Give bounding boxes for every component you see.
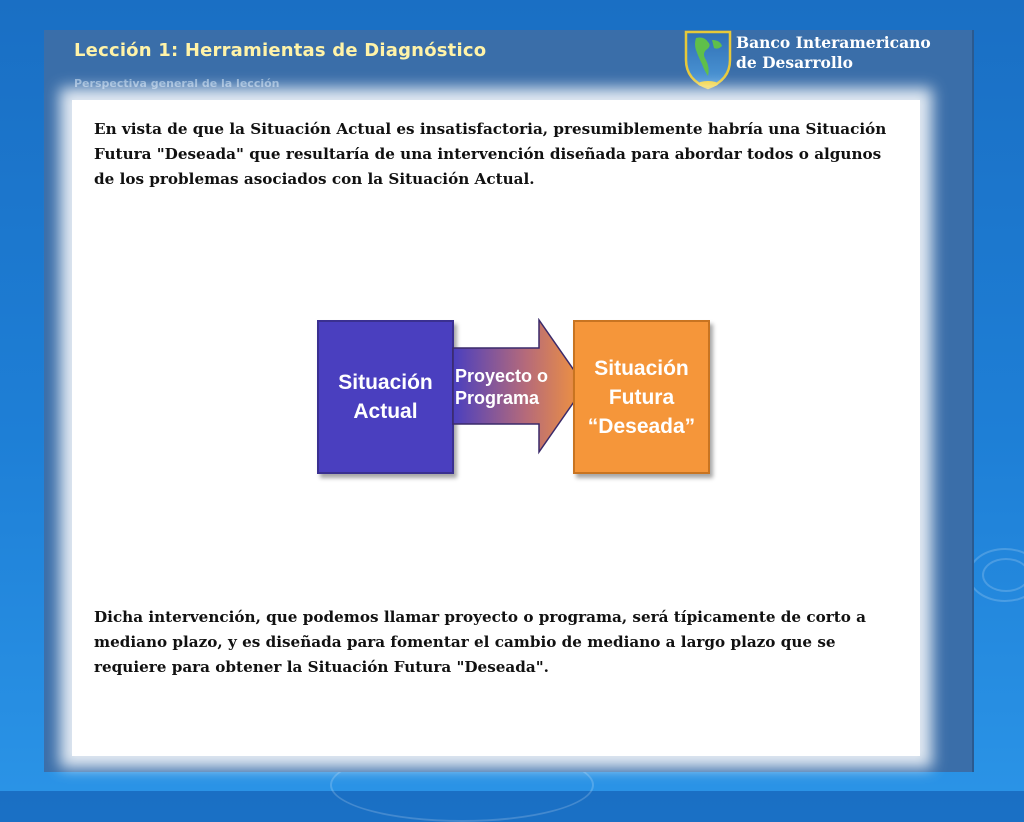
bank-name-line2: de Desarrollo	[736, 53, 853, 72]
ripple-decoration	[982, 558, 1024, 592]
bank-name-line1: Banco Interamericano	[736, 33, 931, 52]
slide-panel	[44, 30, 974, 772]
current-situation-box	[317, 320, 454, 474]
future-situation-line1: Situación	[594, 356, 689, 380]
bank-name	[736, 33, 931, 73]
intro-paragraph: En vista de que la Situación Actual es insatisfactoria, presumiblemente habría una Situación Futura "Deseada" que resultaría de una intervención diseñada para abordar todos o algunos de los problemas asociados con la Situación Actual.	[94, 120, 887, 188]
future-situation-box	[573, 320, 710, 474]
current-situation-line1: Situación	[338, 371, 433, 394]
current-situation-line2: Actual	[353, 400, 418, 423]
lesson-title: Lección 1: Herramientas de Diagnóstico	[74, 40, 487, 61]
arrow-label-line2: Programa	[455, 388, 540, 408]
content-area	[72, 100, 920, 756]
project-arrow-label	[455, 365, 575, 409]
future-situation-line3: “Deseada”	[587, 414, 696, 438]
conclusion-paragraph: Dicha intervención, que podemos llamar proyecto o programa, será típicamente de corto a mediano plazo, y es diseñada para fomentar el cambio de mediano a largo plazo que se requiere para obtener la Situación Futura "Deseada".	[94, 608, 867, 676]
future-situation-line2: Futura	[608, 385, 675, 409]
arrow-label-line1: Proyecto o	[455, 366, 549, 386]
americas-globe-logo-icon	[682, 30, 734, 90]
lesson-subtitle: Perspectiva general de la lección	[74, 77, 280, 90]
